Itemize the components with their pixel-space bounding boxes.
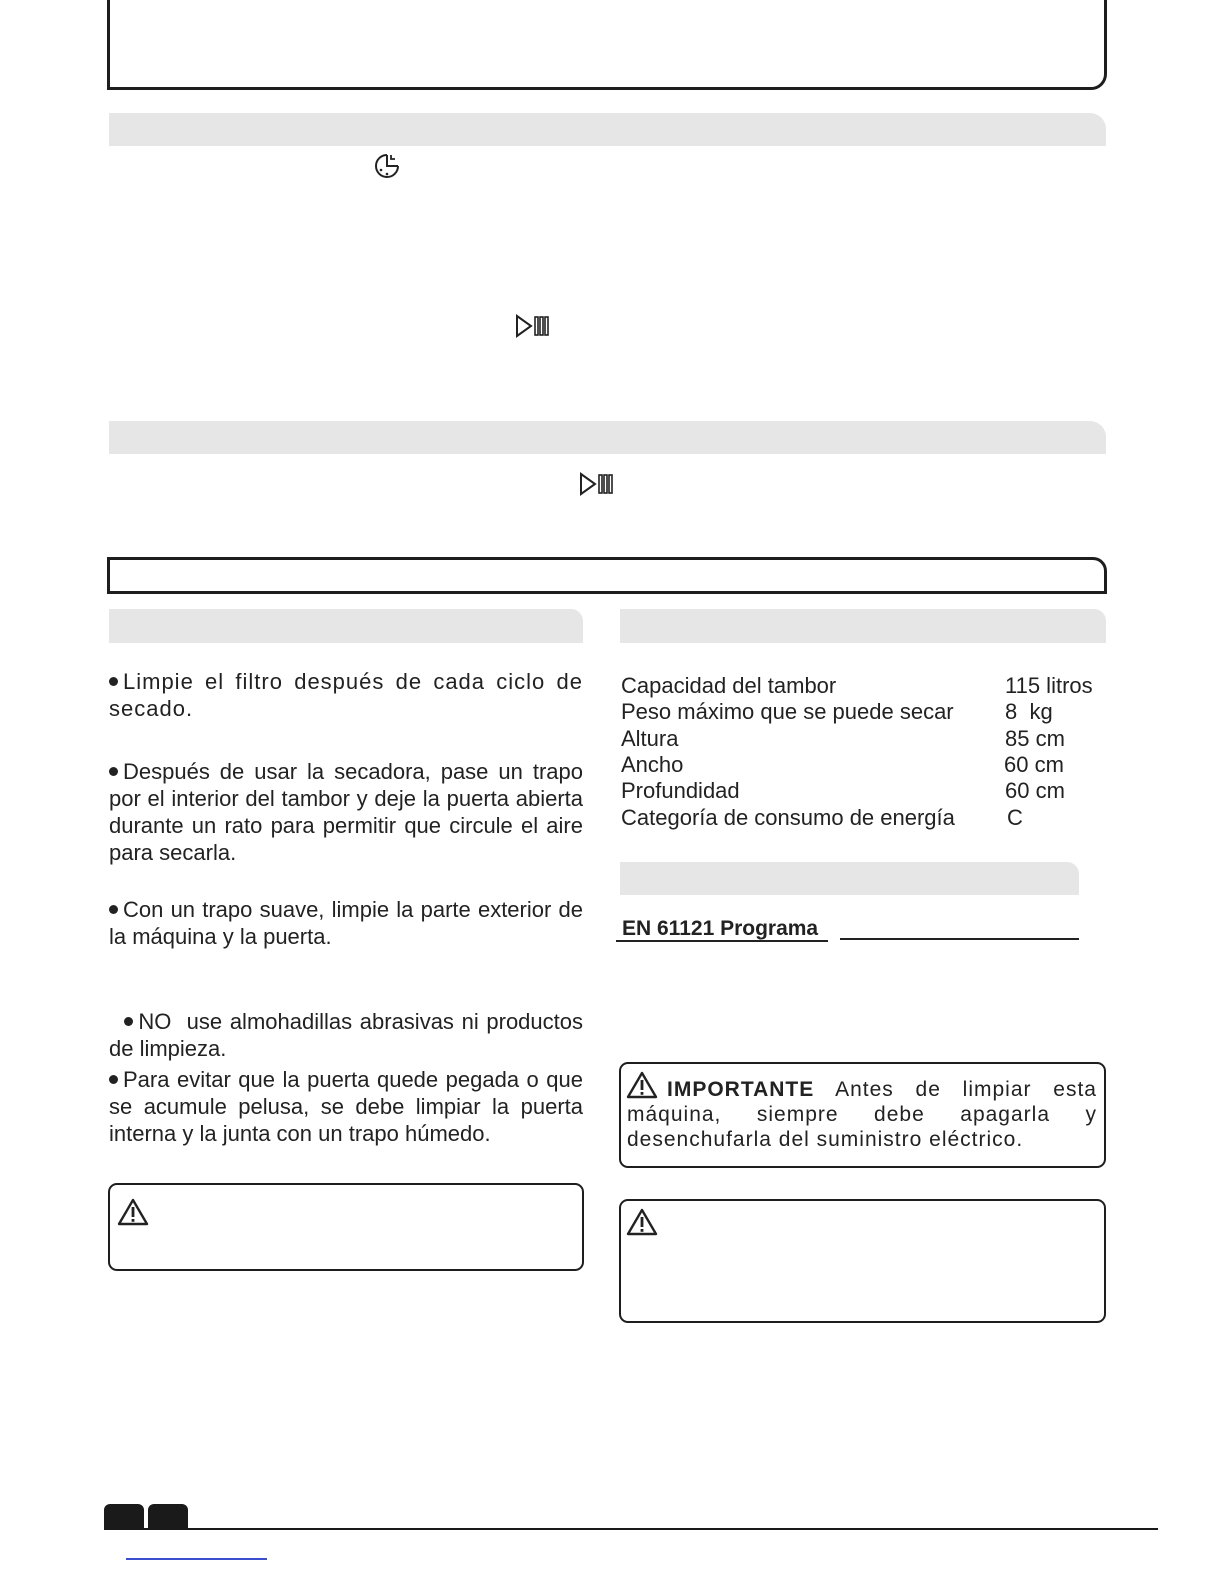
warning-box-left <box>108 1183 584 1271</box>
cleaning-item: Para evitar que la puerta quede pegada o que se acumule pelusa, se debe limpiar la puerta interna y la junta con un trapo húmedo. <box>109 1067 583 1146</box>
bullet-dot <box>109 905 118 914</box>
important-body: Antes de limpiar esta máquina, siempre debe apagarla y desenchufarla del suministro eléctrico. <box>627 1078 1097 1151</box>
page-number-tab <box>148 1504 188 1530</box>
start-pause-icon <box>515 314 551 338</box>
standard-label: EN 61121 Programa <box>622 917 819 940</box>
cleaning-item: Limpie el filtro después de cada ciclo de secado. <box>109 669 583 721</box>
spec-label: Profundidad <box>621 778 740 803</box>
chapter-title-frame <box>107 557 1107 594</box>
important-title: IMPORTANTE <box>667 1078 815 1101</box>
footer-rule <box>104 1528 1158 1530</box>
warning-triangle-icon <box>116 1197 150 1232</box>
spec-label: Ancho <box>621 752 684 777</box>
bullet-dot <box>109 677 118 686</box>
section-bar-1 <box>109 113 1106 146</box>
cleaning-item: Después de usar la secadora, pase un trapo por el interior del tambor y deje la puerta abierta durante un rato para permitir que circule el aire para secarla. <box>109 759 583 865</box>
important-notice-box <box>619 1062 1106 1168</box>
standard-section-bar <box>620 862 1079 895</box>
warning-triangle-icon <box>625 1207 659 1242</box>
cleaning-item: Con un trapo suave, limpie la parte exterior de la máquina y la puerta. <box>109 897 583 949</box>
important-text <box>627 1077 1097 1152</box>
timer-icon <box>372 152 404 180</box>
cleaning-item: NO use almohadillas abrasivas ni productos de limpieza. <box>109 1009 590 1061</box>
start-pause-icon <box>579 472 615 496</box>
spec-value: 60 cm <box>1004 752 1064 777</box>
spec-label: Capacidad del tambor <box>621 673 837 698</box>
spec-value: 115 litros <box>1005 673 1093 698</box>
spec-label: Altura <box>621 726 679 751</box>
spec-value: 85 cm <box>1005 726 1065 751</box>
bullet-dot <box>109 767 118 776</box>
spec-label: Categoría de consumo de energía <box>621 805 955 830</box>
footer-link-underline <box>126 1558 267 1560</box>
bullet-dot <box>109 1075 118 1084</box>
spec-label: Peso máximo que se puede secar <box>621 699 954 724</box>
cleaning-section-bar <box>109 609 583 643</box>
specs-section-bar <box>620 609 1106 643</box>
top-header-frame <box>107 0 1107 90</box>
spec-value: 60 cm <box>1005 778 1065 803</box>
page-number-tab <box>104 1504 144 1530</box>
warning-box-right <box>619 1199 1106 1323</box>
spec-value: 8 kg <box>1005 699 1053 724</box>
spec-value: C <box>1007 805 1023 830</box>
standard-blank-line <box>840 938 1079 940</box>
standard-underline <box>616 940 828 942</box>
bullet-dot <box>124 1017 133 1026</box>
section-bar-2 <box>109 421 1106 454</box>
